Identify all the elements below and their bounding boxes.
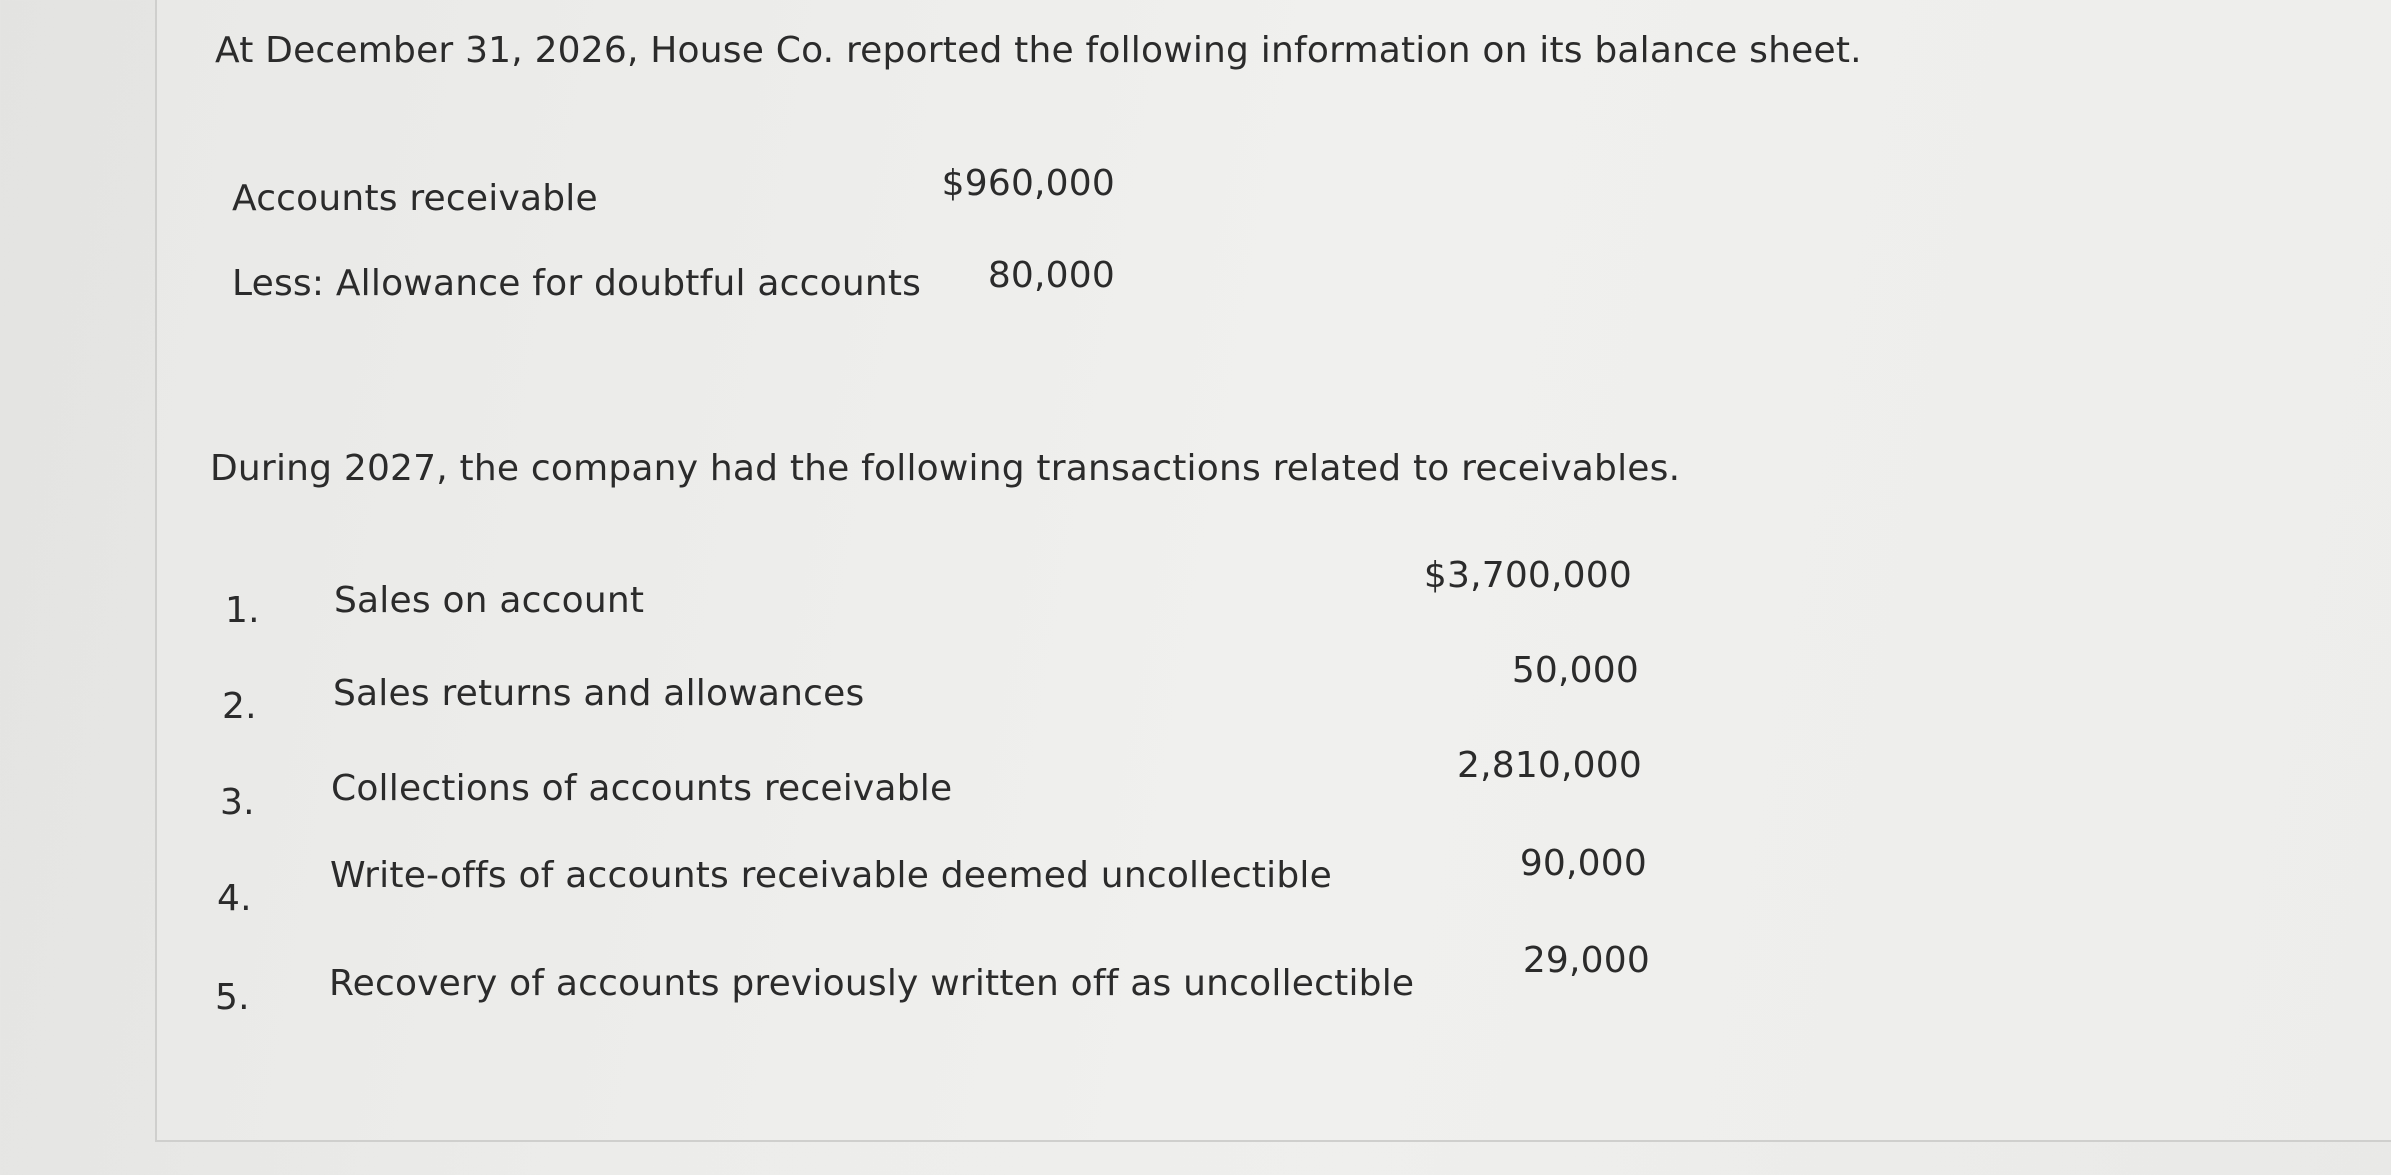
balance-amount: 80,000: [987, 255, 1115, 296]
transaction-label: Sales returns and allowances: [333, 673, 865, 714]
transaction-label: Sales on account: [334, 580, 645, 621]
balance-amount: $960,000: [941, 163, 1115, 204]
transaction-amount: $3,700,000: [1423, 555, 1632, 596]
balance-label: Less: Allowance for doubtful accounts: [232, 263, 922, 304]
transaction-amount: 2,810,000: [1456, 745, 1642, 786]
transaction-number: 4.: [217, 878, 252, 919]
transaction-amount: 90,000: [1519, 843, 1647, 884]
transaction-number: 1.: [225, 590, 260, 631]
transaction-label: Collections of accounts receivable: [331, 768, 953, 809]
transaction-number: 3.: [220, 782, 255, 823]
transaction-number: 5.: [215, 977, 250, 1018]
intro-text: At December 31, 2026, House Co. reported the following information on its balance sheet.: [215, 30, 1862, 71]
transaction-amount: 50,000: [1511, 650, 1639, 691]
transaction-label: Write-offs of accounts receivable deemed uncollectible: [330, 855, 1332, 896]
transaction-label: Recovery of accounts previously written off as uncollectible: [329, 963, 1415, 1004]
transactions-intro: During 2027, the company had the following transactions related to receivables.: [210, 448, 1681, 489]
transaction-number: 2.: [222, 686, 257, 727]
balance-label: Accounts receivable: [232, 178, 598, 219]
transaction-amount: 29,000: [1522, 940, 1650, 981]
